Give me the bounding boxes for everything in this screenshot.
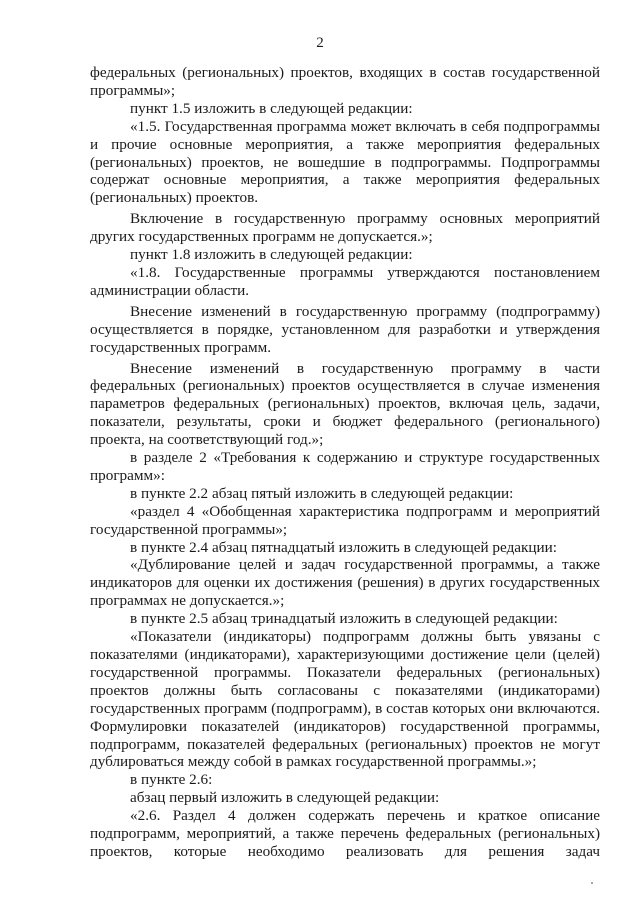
paragraph: Внесение изменений в государственную программу в части федеральных (региональных) проектов осуществляется в случае изменения параметров федеральных (региональных) проектов, включая цель, задачи, показатели, результаты, сроки и бюджет федерального (регионального) проекта, на соответствующий год.»; bbox=[90, 359, 600, 449]
paragraph: «1.8. Государственные программы утверждаются постановлением администрации области. bbox=[90, 263, 600, 299]
paragraph: Включение в государственную программу основных мероприятий других государственных программ не допускается.»; bbox=[90, 210, 600, 246]
scan-speck bbox=[591, 882, 593, 884]
paragraph: «раздел 4 «Обобщенная характеристика подпрограмм и мероприятий государственной программы»; bbox=[90, 502, 600, 538]
paragraph: «Дублирование целей и задач государственной программы, а также индикаторов для оценки их достижения (решения) в других государственных программах не допускается.»; bbox=[90, 556, 600, 610]
paragraph: Внесение изменений в государственную программу (подпрограмму) осуществляется в порядке, установленном для разработки и утверждения государственных программ. bbox=[90, 302, 600, 356]
paragraph: пункт 1.8 изложить в следующей редакции: bbox=[130, 246, 413, 264]
paragraph: в пункте 2.5 абзац тринадцатый изложить в следующей редакции: bbox=[130, 610, 558, 628]
paragraph: пункт 1.5 изложить в следующей редакции: bbox=[130, 99, 413, 117]
page-number: 2 bbox=[316, 35, 324, 51]
paragraph: «2.6. Раздел 4 должен содержать перечень и краткое описание подпрограмм, мероприятий, а также перечень федеральных (региональных) проектов, которые необходимо реализовать для решения задач bbox=[90, 807, 600, 860]
document-body bbox=[90, 64, 600, 861]
paragraph: в разделе 2 «Требования к содержанию и структуре государственных программ»: bbox=[90, 449, 600, 484]
paragraph: «Показатели (индикаторы) подпрограмм должны быть увязаны с показателями (индикаторами), характеризующими достижение цели (целей) государственной программы. Показатели федеральных (региональных) проектов должны быть согласованы с показателями (индикаторами) государственных программ (подпрограмм), в состав которых они включаются. Формулировки показателей (индикаторов) государственной программы, подпрограмм, показателей федеральных (региональных) проектов не могут дублироваться между собой в рамках государственной программы.»; bbox=[90, 628, 600, 771]
paragraph: в пункте 2.2 абзац пятый изложить в следующей редакции: bbox=[130, 484, 514, 502]
paragraph: в пункте 2.6: bbox=[130, 771, 213, 789]
paragraph: «1.5. Государственная программа может включать в себя подпрограммы и прочие основные мероприятия, а также мероприятия федеральных (региональных) проектов, не вошедшие в подпрограммы. Подпрограммы содержат основные мероприятия, а также мероприятия федеральных (региональных) проектов. bbox=[90, 117, 600, 207]
paragraph: федеральных (региональных) проектов, входящих в состав государственной программы»; bbox=[90, 64, 600, 99]
paragraph: абзац первый изложить в следующей редакции: bbox=[130, 789, 440, 807]
paragraph: в пункте 2.4 абзац пятнадцатый изложить в следующей редакции: bbox=[130, 538, 558, 556]
